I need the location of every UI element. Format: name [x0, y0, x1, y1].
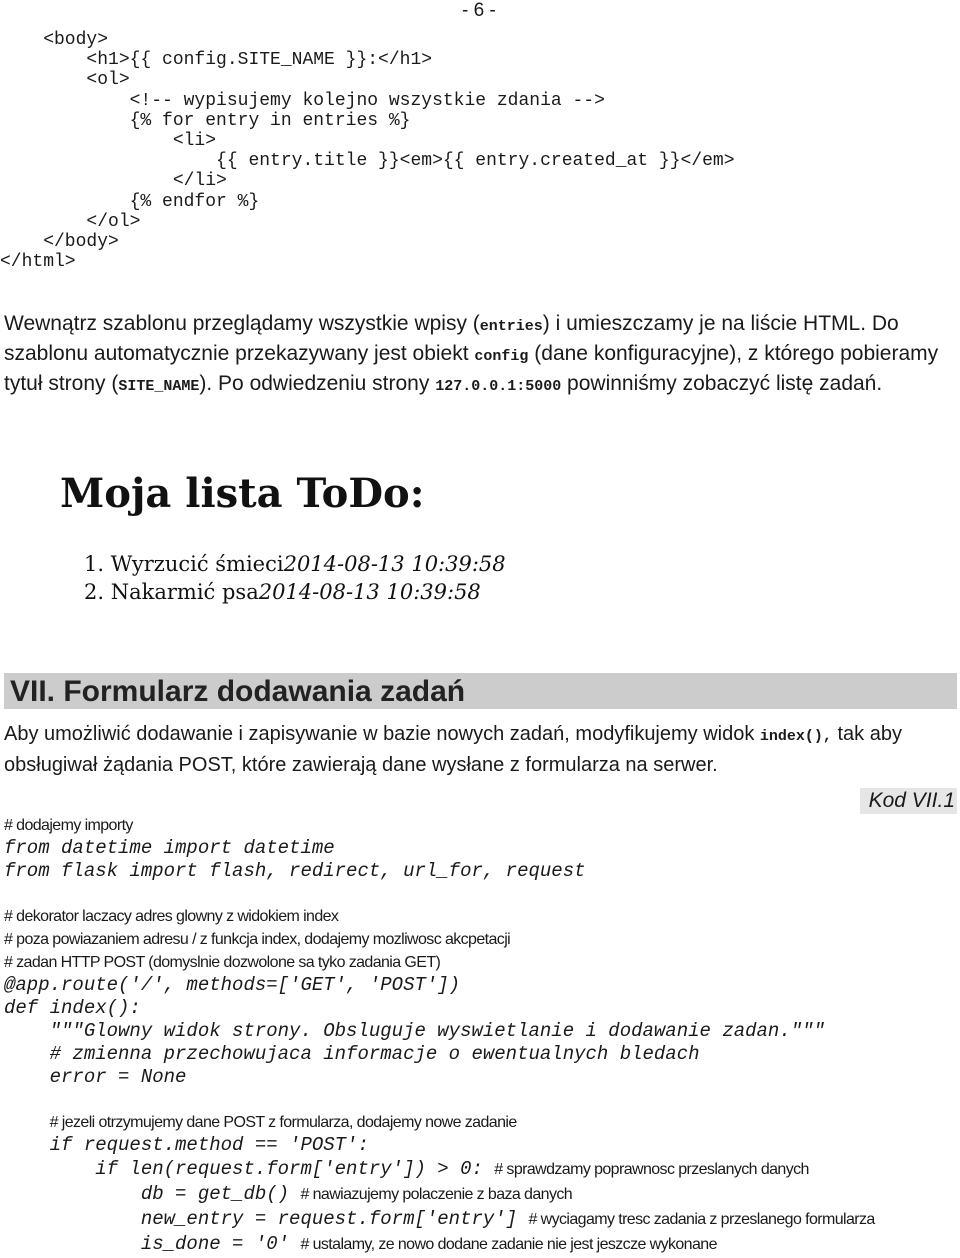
- code-line: <body>: [0, 30, 109, 50]
- code-line: </li>: [0, 171, 227, 192]
- item-created-at: 2014-08-13 10:39:58: [283, 552, 506, 576]
- text-run: ) i umieszczamy je na liście HTML. Do szablonu automatycznie przekazywany jest obiekt: [4, 312, 899, 365]
- code-comment: # dodajemy importy: [4, 817, 133, 834]
- text-run: Aby umożliwić dodawanie i zapisywanie w bazie nowych zadań, modyfikujemy widok: [4, 723, 760, 745]
- text-run: Wewnątrz szablonu przeglądamy wszystkie wpisy (: [4, 312, 480, 335]
- item-title: Nakarmić psa: [110, 580, 259, 604]
- code-line: <!-- wypisujemy kolejno wszystkie zdania -->: [0, 90, 605, 111]
- section-heading: [4, 673, 957, 709]
- code-line: {% endfor %}: [0, 191, 260, 212]
- text-run: ). Po odwiedzeniu strony: [199, 372, 436, 395]
- code-line: <li>: [0, 130, 217, 151]
- page-number: - 6 -: [462, 0, 496, 21]
- inline-code: SITE_NAME: [118, 378, 200, 395]
- code-line: # zmienna przechowujaca informacje o ewentualnych bledach: [4, 1043, 700, 1065]
- todo-list-item: [84, 578, 506, 606]
- code-line: <h1>{{ config.SITE_NAME }}:</h1>: [0, 50, 433, 71]
- html-template-code: [0, 30, 735, 272]
- code-line: <ol>: [0, 70, 130, 91]
- code-line: </html>: [0, 252, 76, 273]
- code-line: def index():: [4, 997, 141, 1019]
- inline-code: config: [474, 348, 529, 365]
- code-line: error = None: [4, 1066, 187, 1088]
- inline-code: entries: [479, 318, 543, 335]
- code-line: """Glowny widok strony. Obsluguje wyswietlanie i dodawanie zadan.""": [4, 1020, 825, 1042]
- code-line: @app.route('/', methods=['GET', 'POST']): [4, 974, 461, 996]
- code-line: if request.method == 'POST':: [4, 1134, 369, 1156]
- code-comment: # ustalamy, ze nowo dodane zadanie nie jest jeszcze wykonane: [300, 1236, 717, 1253]
- code-comment: # sprawdzamy poprawnosc przeslanych danych: [494, 1161, 809, 1178]
- paragraph-template-explanation: [4, 310, 954, 400]
- item-created-at: 2014-08-13 10:39:58: [258, 580, 481, 604]
- code-comment: # dekorator laczacy adres glowny z widokiem index: [4, 908, 339, 925]
- text-run: powinniśmy zobaczyć listę zadań.: [561, 372, 883, 395]
- code-comment: # wyciagamy tresc zadania z przeslanego formularza: [528, 1211, 875, 1228]
- code-comment: # nawiazujemy polaczenie z baza danych: [300, 1186, 573, 1203]
- python-code-listing: [4, 814, 954, 1257]
- paragraph-form-intro: [4, 720, 954, 779]
- code-comment: # poza powiazaniem adresu / z funkcja index, dodajemy mozliwosc akcpetacji: [4, 931, 511, 948]
- inline-code: index(),: [759, 728, 832, 745]
- code-line: {% for entry in entries %}: [0, 110, 411, 131]
- text-run: (dane konfiguracyjne), z którego pobieramy tytuł strony (: [4, 342, 939, 395]
- item-title: Wyrzucić śmieci: [110, 552, 284, 576]
- item-number: 2.: [84, 580, 105, 604]
- code-listing-label: Kod VII.1: [860, 788, 957, 814]
- code-line: {{ entry.title }}<em>{{ entry.created_at }}</em>: [0, 151, 735, 172]
- code-text: new_entry = request.form['entry']: [4, 1208, 529, 1230]
- code-line: </body>: [0, 231, 119, 252]
- todo-app-screenshot: [50, 470, 560, 620]
- item-number: 1.: [84, 552, 105, 576]
- code-text: db = get_db(): [4, 1183, 301, 1205]
- code-line: from flask import flash, redirect, url_for, request: [4, 860, 586, 882]
- code-comment: # zadan HTTP POST (domyslnie dozwolone sa tyko zadania GET): [4, 954, 441, 971]
- code-comment: # jezeli otrzymujemy dane POST z formularza, dodajemy nowe zadanie: [49, 1114, 517, 1131]
- code-text: is_done = '0': [4, 1233, 301, 1255]
- section-heading-text: VII. Formularz dodawania zadań: [10, 675, 466, 708]
- screenshot-title: Moja lista ToDo:: [60, 470, 425, 517]
- code-line: from datetime import datetime: [4, 837, 335, 859]
- inline-code: 127.0.0.1:5000: [435, 378, 562, 395]
- text-run: tak aby obsługiwał żądania POST, które zawierają dane wysłane z formularza na serwer.: [4, 723, 902, 776]
- code-line: </ol>: [0, 211, 141, 232]
- todo-list-item: [84, 550, 506, 578]
- code-text: if len(request.form['entry']) > 0:: [4, 1158, 495, 1180]
- screenshot-todo-list: [84, 550, 506, 606]
